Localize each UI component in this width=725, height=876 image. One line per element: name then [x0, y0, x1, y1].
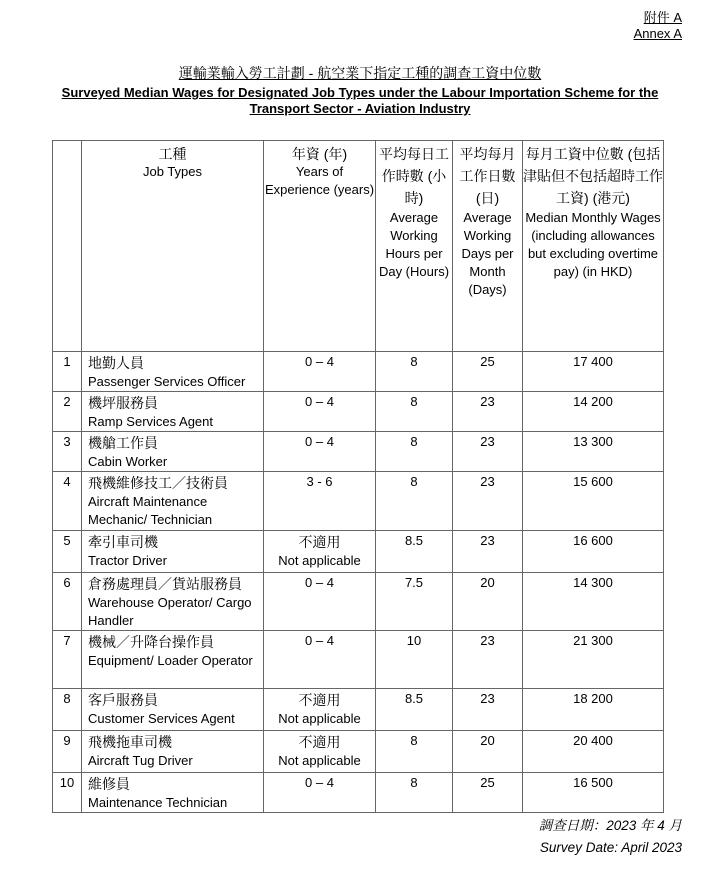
years-experience-years-en: Not applicable	[278, 553, 361, 568]
working-days	[453, 472, 523, 531]
job-type-zh: 機械／升降台操作員	[88, 634, 214, 650]
working-hours-hours: 10	[406, 633, 422, 648]
column-header-4	[453, 141, 523, 352]
years-experience	[264, 531, 376, 573]
working-days-days: 23	[480, 394, 495, 409]
median-wage-wage: 21 300	[573, 633, 613, 648]
years-experience-years-zh: 3 - 6	[306, 474, 333, 489]
job-type	[82, 731, 264, 773]
column-header-en: Average Working Hours per Day (Hours)	[378, 210, 450, 279]
working-hours	[376, 731, 453, 773]
column-header-2	[264, 141, 376, 352]
median-wage	[523, 432, 664, 472]
working-hours	[376, 432, 453, 472]
column-header-5	[523, 141, 664, 352]
median-wage	[523, 631, 664, 689]
years-experience	[264, 773, 376, 813]
working-days-days: 23	[480, 434, 495, 449]
median-wage-wage: 16 600	[573, 533, 613, 548]
row-number	[53, 689, 82, 731]
row-number	[53, 392, 82, 432]
working-days-days: 23	[480, 533, 495, 548]
row-number	[53, 773, 82, 813]
working-hours	[376, 352, 453, 392]
working-hours	[376, 689, 453, 731]
median-wage	[523, 573, 664, 631]
working-days-days: 20	[480, 575, 495, 590]
job-type-en: Passenger Services Officer	[88, 374, 246, 389]
job-type-en: Tractor Driver	[88, 553, 167, 568]
table-row	[53, 472, 664, 531]
table-row	[53, 773, 664, 813]
table-row	[53, 689, 664, 731]
median-wage	[523, 689, 664, 731]
working-days-days: 20	[480, 733, 495, 748]
job-type	[82, 573, 264, 631]
job-type-en: Maintenance Technician	[88, 795, 228, 810]
table-row	[53, 352, 664, 392]
median-wage-wage: 13 300	[573, 434, 613, 449]
column-header-en: Median Monthly Wages (including allowances but excluding overtime pay) (in HKD)	[525, 210, 661, 279]
row-number-no: 3	[63, 434, 71, 449]
working-hours-hours: 8	[410, 434, 418, 449]
job-type-en: Warehouse Operator/ Cargo Handler	[88, 595, 252, 628]
column-header-en: Job Types	[142, 164, 203, 179]
row-number-no: 1	[63, 354, 71, 369]
years-experience	[264, 631, 376, 689]
job-type-zh: 飛機維修技工／技術員	[88, 475, 228, 491]
row-number-no: 9	[63, 733, 71, 748]
row-number	[53, 352, 82, 392]
column-header-zh: 每月工資中位數 (包括津貼但不包括超時工作工資) (港元)	[523, 146, 663, 206]
table-row	[53, 573, 664, 631]
working-hours-hours: 8.5	[404, 691, 424, 706]
working-hours-hours: 8	[410, 474, 418, 489]
working-hours-hours: 8.5	[404, 533, 424, 548]
job-type-en: Ramp Services Agent	[88, 414, 214, 429]
median-wage	[523, 352, 664, 392]
row-number-no: 8	[63, 691, 71, 706]
job-type-en: Cabin Worker	[88, 454, 168, 469]
years-experience-years-zh: 0 – 4	[305, 434, 334, 449]
median-wage-wage: 17 400	[573, 354, 613, 369]
working-days-days: 23	[480, 474, 495, 489]
job-type-en: Aircraft Tug Driver	[88, 753, 193, 768]
row-number	[53, 573, 82, 631]
column-header-zh: 年資 (年)	[291, 146, 348, 162]
median-wage-wage: 15 600	[573, 474, 613, 489]
working-hours	[376, 573, 453, 631]
table-row	[53, 631, 664, 689]
row-number	[53, 531, 82, 573]
working-days	[453, 392, 523, 432]
row-number	[53, 631, 82, 689]
median-wage	[523, 731, 664, 773]
job-type-zh: 機坪服務員	[88, 395, 158, 411]
job-type	[82, 472, 264, 531]
wages-table	[52, 140, 664, 813]
column-header-en: Years of Experience (years)	[264, 164, 375, 197]
table-row	[53, 392, 664, 432]
years-experience-years-zh: 不適用	[298, 734, 341, 750]
job-type-en: Aircraft Maintenance Mechanic/ Technician	[88, 494, 213, 527]
years-experience-years-en: Not applicable	[278, 711, 361, 726]
job-type	[82, 689, 264, 731]
working-days-days: 23	[480, 691, 495, 706]
table-header-row	[53, 141, 664, 352]
years-experience-years-zh: 不適用	[298, 534, 341, 550]
column-header-1	[82, 141, 264, 352]
job-type	[82, 352, 264, 392]
years-experience-years-en: Not applicable	[278, 753, 361, 768]
survey-date-zh: 調查日期：2023 年 4 月	[538, 818, 682, 833]
row-number-no: 6	[63, 575, 71, 590]
median-wage	[523, 531, 664, 573]
years-experience	[264, 392, 376, 432]
title-en: Surveyed Median Wages for Designated Job Types under the Labour Importation Scheme for the Transport Sector - Aviation Industry	[61, 85, 659, 116]
working-days-days: 25	[480, 775, 495, 790]
years-experience	[264, 352, 376, 392]
annex-label	[634, 10, 682, 42]
working-days-days: 25	[480, 354, 495, 369]
job-type-zh: 地勤人員	[88, 355, 144, 371]
working-hours-hours: 8	[410, 394, 418, 409]
years-experience	[264, 432, 376, 472]
column-header-zh: 平均每日工作時數 (小時)	[379, 146, 449, 206]
job-type	[82, 773, 264, 813]
column-header-zh: 工種	[158, 146, 187, 162]
median-wage	[523, 773, 664, 813]
job-type-zh: 牽引車司機	[88, 534, 158, 550]
annex-zh: 附件 A	[643, 10, 682, 25]
working-days	[453, 432, 523, 472]
working-days	[453, 531, 523, 573]
table-row	[53, 432, 664, 472]
working-hours	[376, 631, 453, 689]
job-type	[82, 631, 264, 689]
job-type-en: Equipment/ Loader Operator	[88, 653, 253, 668]
job-type-zh: 機艙工作員	[88, 435, 158, 451]
years-experience	[264, 573, 376, 631]
row-number	[53, 432, 82, 472]
survey-date	[539, 814, 682, 855]
years-experience-years-zh: 不適用	[298, 692, 341, 708]
years-experience-years-zh: 0 – 4	[305, 575, 334, 590]
working-days-days: 23	[480, 633, 495, 648]
years-experience	[264, 689, 376, 731]
job-type	[82, 531, 264, 573]
column-header-zh: 平均每月工作日數 (日)	[459, 146, 516, 206]
row-number-no: 10	[59, 775, 75, 790]
job-type-en: Customer Services Agent	[88, 711, 235, 726]
table-row	[53, 731, 664, 773]
median-wage	[523, 472, 664, 531]
title-zh: 運輸業輸入勞工計劃 - 航空業下指定工種的調查工資中位數	[178, 65, 542, 81]
years-experience	[264, 731, 376, 773]
survey-date-en: Survey Date: April 2023	[539, 840, 682, 855]
job-type-zh: 飛機拖車司機	[88, 734, 172, 750]
column-header-0	[53, 141, 82, 352]
job-type-zh: 客戶服務員	[88, 692, 158, 708]
job-type-zh: 倉務處理員／貨站服務員	[88, 576, 242, 592]
median-wage-wage: 14 200	[573, 394, 613, 409]
column-header-3	[376, 141, 453, 352]
document-title	[40, 64, 680, 117]
job-type	[82, 392, 264, 432]
working-days	[453, 773, 523, 813]
job-type-zh: 維修員	[88, 776, 130, 792]
working-days	[453, 731, 523, 773]
row-number-no: 7	[63, 633, 71, 648]
working-days	[453, 631, 523, 689]
row-number	[53, 731, 82, 773]
years-experience-years-zh: 0 – 4	[305, 354, 334, 369]
row-number-no: 4	[63, 474, 71, 489]
working-hours	[376, 392, 453, 432]
working-hours-hours: 8	[410, 775, 418, 790]
working-hours	[376, 773, 453, 813]
years-experience	[264, 472, 376, 531]
working-hours-hours: 8	[410, 733, 418, 748]
working-hours	[376, 472, 453, 531]
working-hours-hours: 7.5	[404, 575, 424, 590]
median-wage-wage: 16 500	[573, 775, 613, 790]
years-experience-years-zh: 0 – 4	[305, 775, 334, 790]
annex-en: Annex A	[633, 26, 682, 41]
median-wage-wage: 14 300	[573, 575, 613, 590]
column-header-en: Average Working Days per Month (Days)	[461, 210, 514, 297]
years-experience-years-zh: 0 – 4	[305, 394, 334, 409]
table-row	[53, 531, 664, 573]
working-days	[453, 573, 523, 631]
working-days	[453, 689, 523, 731]
working-hours	[376, 531, 453, 573]
median-wage	[523, 392, 664, 432]
working-hours-hours: 8	[410, 354, 418, 369]
row-number-no: 2	[63, 394, 71, 409]
median-wage-wage: 18 200	[573, 691, 613, 706]
working-days	[453, 352, 523, 392]
years-experience-years-zh: 0 – 4	[305, 633, 334, 648]
row-number	[53, 472, 82, 531]
row-number-no: 5	[63, 533, 71, 548]
median-wage-wage: 20 400	[573, 733, 613, 748]
job-type	[82, 432, 264, 472]
